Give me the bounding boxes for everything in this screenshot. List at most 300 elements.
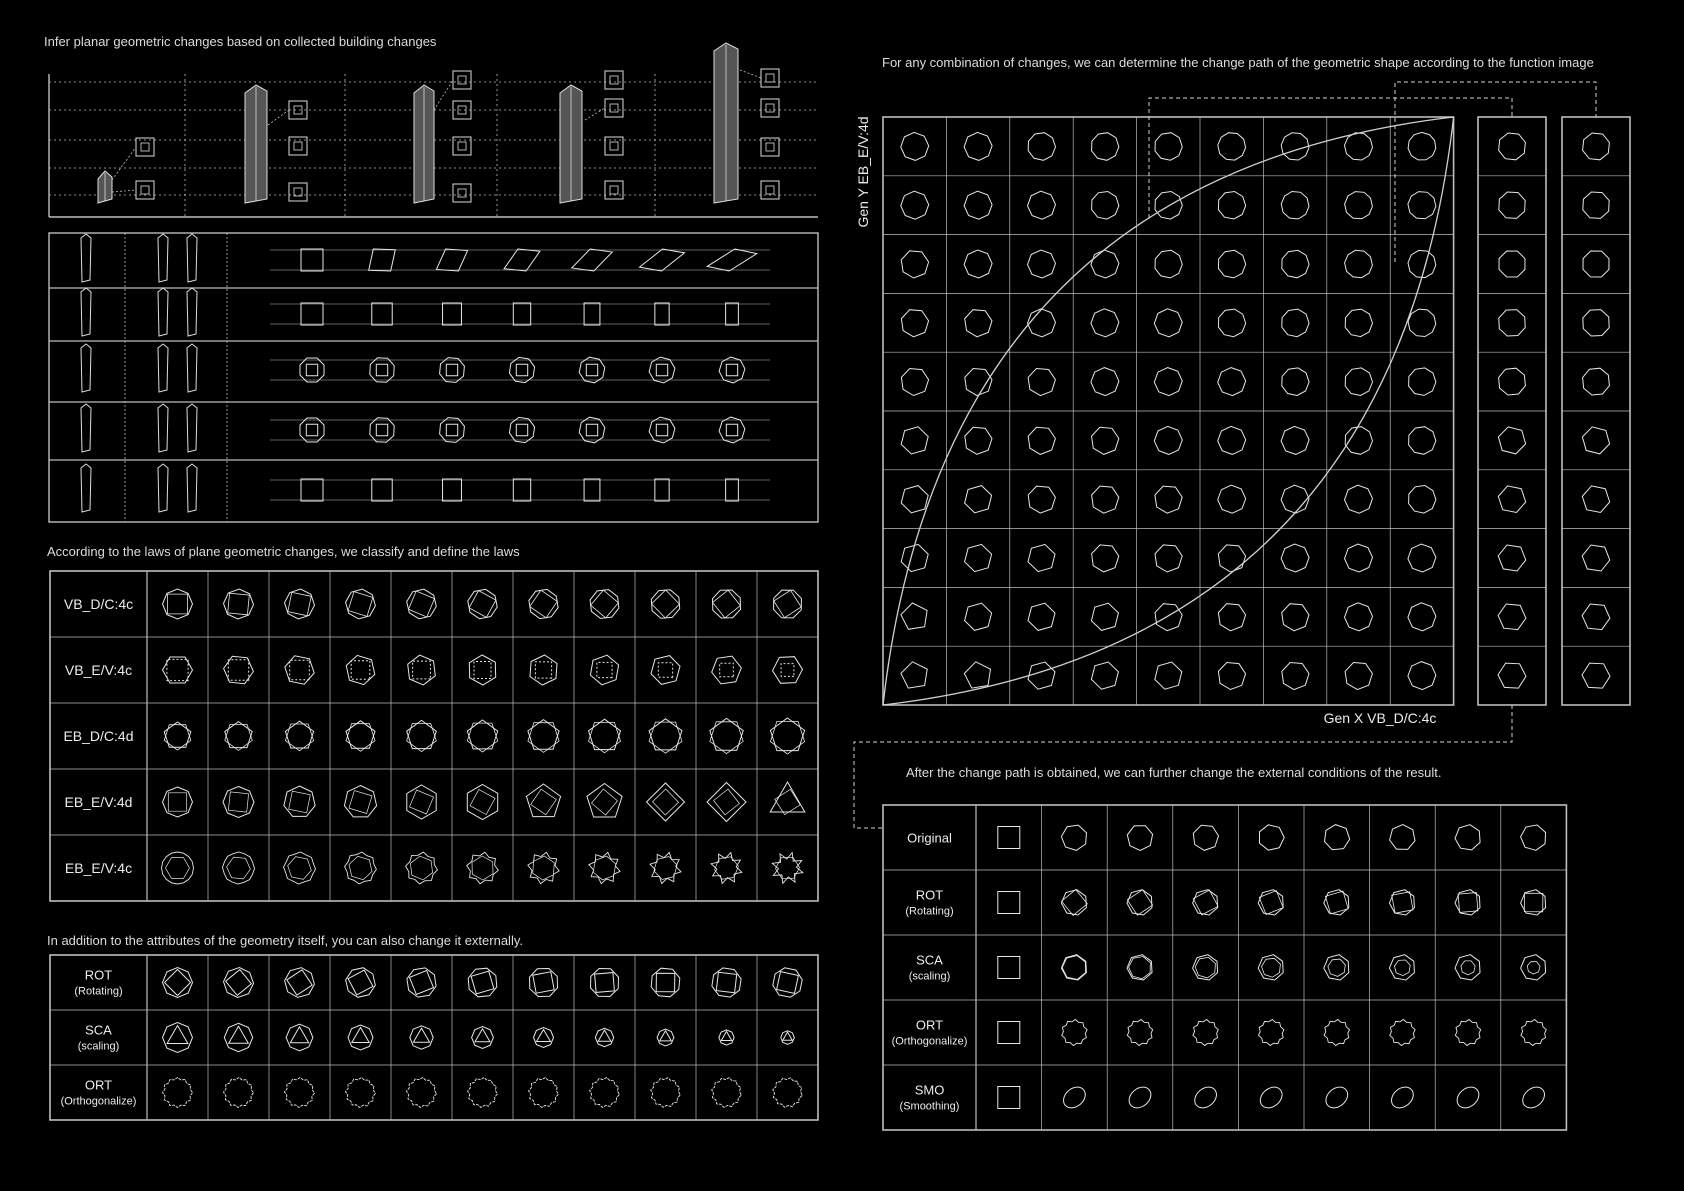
shape-glyph (1127, 826, 1152, 851)
tower-thumbnail (81, 288, 91, 336)
shape-glyph (998, 957, 1020, 979)
shape-glyph (649, 417, 675, 443)
shape-glyph (647, 783, 685, 821)
grid-shape (1218, 485, 1246, 513)
tower-thumbnail (81, 464, 91, 512)
grid-shape (901, 191, 929, 219)
shape-glyph (413, 661, 431, 679)
plan-glyph (761, 181, 779, 199)
grid-shape (1028, 486, 1055, 513)
shape-glyph (777, 972, 799, 994)
grid-shape (1155, 604, 1182, 631)
star-glyph (163, 1078, 193, 1108)
shape-glyph (707, 249, 757, 271)
shape-glyph (713, 590, 741, 618)
shape-glyph (504, 249, 540, 271)
grid-shape (965, 310, 992, 337)
shape-glyph (168, 594, 188, 614)
shape-glyph (710, 722, 743, 754)
shape-glyph (224, 589, 254, 619)
shape-glyph (775, 789, 800, 814)
shape-glyph (346, 724, 375, 752)
grid-shape (1345, 309, 1372, 337)
column-shape (1499, 133, 1526, 160)
column-shape (1499, 251, 1525, 277)
grid-shape (901, 427, 928, 454)
grid-shape (1218, 545, 1245, 572)
plan-glyph-inner (141, 186, 149, 194)
result-table (883, 805, 1566, 1130)
shape-glyph (290, 660, 310, 680)
x-axis-label: Gen X VB_D/C:4c (1323, 710, 1437, 726)
shape-glyph (1521, 825, 1546, 850)
plan-glyph (136, 138, 154, 156)
star-glyph (712, 1078, 742, 1108)
tower-thumbnail (158, 404, 168, 452)
shape-glyph (534, 1028, 554, 1048)
shape-glyph (998, 1087, 1020, 1109)
grid-shape (1091, 603, 1118, 630)
shape-glyph (285, 724, 313, 751)
column-shape (1499, 310, 1525, 336)
grid-shape (1218, 309, 1245, 337)
shape-glyph (370, 358, 394, 382)
grid-shape (1408, 132, 1436, 160)
star-glyph (773, 1078, 802, 1107)
shape-glyph (166, 858, 190, 879)
tower-thumbnail (158, 344, 168, 392)
shape-glyph (407, 723, 437, 751)
grid-shape (1218, 368, 1246, 396)
grid-shape (965, 427, 992, 454)
grid-shape (1345, 544, 1373, 572)
shape-glyph (226, 970, 252, 996)
tower-thumbnail (187, 404, 197, 452)
grid-shape (1092, 192, 1119, 220)
star-glyph (529, 1078, 559, 1108)
leader-line (112, 147, 136, 180)
shape-glyph (1059, 1083, 1089, 1112)
shape-glyph (163, 787, 193, 817)
column-shape (1583, 133, 1610, 160)
shape-glyph (535, 662, 551, 678)
shape-glyph (531, 789, 557, 815)
shape-glyph (1260, 825, 1285, 850)
shape-glyph (440, 418, 465, 443)
caption-classify: According to the laws of plane geometric changes, we classify and define the laws (47, 544, 520, 559)
grid-shape (1409, 427, 1436, 455)
shape-glyph (513, 303, 530, 325)
shape-glyph (164, 725, 191, 750)
plan-glyph (453, 184, 471, 202)
tower-thumbnail (187, 344, 197, 392)
grid-shape (1345, 368, 1372, 396)
plan-glyph-inner (458, 76, 466, 84)
plan-glyph-inner (458, 142, 466, 150)
grid-shape (1409, 486, 1436, 514)
shape-glyph (726, 364, 737, 375)
grid-shape (1218, 192, 1245, 220)
shape-glyph (1193, 955, 1218, 980)
plan-glyph-inner (610, 186, 618, 194)
plan-glyph (605, 99, 623, 117)
grid-shape (1155, 545, 1182, 572)
grid-shape (1028, 662, 1055, 689)
tower-thumbnail (81, 344, 91, 392)
shape-glyph (1322, 1083, 1352, 1112)
shape-glyph (655, 303, 669, 325)
grid-shape (1028, 544, 1055, 571)
shape-glyph (228, 792, 248, 812)
shape-glyph (774, 590, 802, 618)
building-change-panel (49, 43, 818, 522)
shape-glyph (1524, 893, 1543, 912)
row-label: VB_D/C:4c (63, 596, 134, 612)
caption-infer: Infer planar geometric changes based on collected building changes (44, 34, 437, 49)
grid-shape (1154, 368, 1182, 396)
column-shape (1498, 545, 1526, 571)
shape-glyph (590, 655, 618, 685)
shape-glyph (1061, 890, 1086, 915)
shape-glyph (290, 1027, 308, 1043)
shape-glyph (370, 418, 394, 442)
grid-shape (1028, 427, 1055, 454)
row-sublabel: (Smoothing) (899, 1100, 960, 1113)
shape-glyph (714, 789, 740, 815)
shape-glyph (284, 786, 315, 816)
star-glyph (1127, 1020, 1152, 1046)
star-glyph (651, 1078, 681, 1108)
shape-glyph (443, 479, 462, 501)
grid-shape (1091, 309, 1119, 337)
grid-shape (1345, 663, 1372, 690)
shape-glyph (660, 1031, 672, 1041)
shape-glyph (653, 789, 679, 815)
external-table (50, 955, 818, 1120)
row-label: Original (907, 830, 952, 846)
shape-glyph (584, 303, 600, 325)
star-glyph (407, 1078, 437, 1108)
row-label: VB_E/V:4c (64, 662, 133, 678)
shape-glyph (289, 791, 311, 813)
column-shape (1582, 545, 1610, 571)
column-shape (1498, 604, 1526, 630)
star-glyph (528, 852, 559, 883)
shape-glyph (306, 364, 317, 375)
shape-glyph (167, 659, 188, 680)
grid-shape (1282, 604, 1309, 631)
shape-glyph (513, 479, 530, 501)
shape-glyph (537, 1030, 551, 1042)
row-sublabel: (Rotating) (74, 985, 123, 998)
shape-glyph (516, 424, 527, 435)
grid-shape (1028, 191, 1056, 219)
shape-glyph (1127, 955, 1152, 980)
shape-glyph (351, 661, 370, 680)
leader-line (740, 70, 761, 78)
y-axis-label: Gen Y EB_E/V:4d (855, 116, 871, 228)
shape-glyph (998, 892, 1020, 914)
plan-glyph-inner (141, 143, 149, 151)
shape-glyph (783, 1032, 792, 1040)
shape-glyph (726, 479, 739, 501)
shape-glyph (468, 589, 497, 618)
shape-glyph (528, 723, 559, 753)
shape-glyph (163, 968, 193, 998)
grid-shape (1028, 603, 1055, 630)
row-label: ROT (84, 967, 113, 983)
grid-shape (1092, 427, 1119, 454)
shape-glyph (300, 358, 324, 382)
plan-glyph-inner (766, 143, 774, 151)
row-sublabel: (Orthogonalize) (891, 1035, 968, 1048)
grid-shape (1281, 485, 1309, 513)
plan-glyph-inner (766, 186, 774, 194)
grid-shape (1281, 426, 1309, 454)
shape-glyph (656, 424, 667, 435)
grid-shape (1091, 250, 1119, 278)
tower-thumbnail (158, 288, 168, 336)
shape-glyph (533, 856, 555, 880)
shape-glyph (1262, 958, 1281, 977)
grid-shape (1028, 133, 1055, 161)
row-label: SMO (914, 1082, 945, 1098)
star-glyph (1521, 1020, 1546, 1046)
shape-glyph (1455, 825, 1480, 850)
shape-glyph (726, 424, 737, 435)
grid-shape (901, 544, 928, 571)
shape-glyph (1527, 962, 1540, 974)
star-glyph (468, 1078, 498, 1108)
star-glyph (1324, 1020, 1349, 1046)
tower-thumbnail (158, 234, 168, 282)
star-glyph (162, 852, 194, 884)
shape-glyph (352, 1028, 369, 1043)
shape-glyph (1061, 955, 1086, 980)
shape-glyph (1453, 1083, 1483, 1112)
star-glyph (1193, 1020, 1218, 1046)
shape-glyph (586, 424, 597, 435)
shape-glyph (163, 589, 193, 619)
shape-glyph (707, 783, 746, 822)
plan-glyph (136, 181, 154, 199)
shape-glyph (372, 303, 392, 325)
shape-glyph (163, 1023, 193, 1053)
shape-glyph (1392, 892, 1413, 913)
shape-glyph (651, 968, 680, 997)
shape-glyph (167, 1026, 188, 1044)
shape-glyph (590, 590, 619, 619)
plan-glyph-inner (766, 104, 774, 112)
grid-shape (901, 251, 928, 278)
grid-shape (901, 662, 927, 688)
grid-shape (901, 603, 927, 629)
shape-glyph (369, 249, 396, 271)
plan-glyph (453, 71, 471, 89)
grid-shape (901, 132, 929, 160)
shape-glyph (1195, 957, 1215, 978)
row-sublabel: (Orthogonalize) (60, 1095, 137, 1108)
shape-glyph (1258, 890, 1283, 915)
row-label: EB_E/V:4c (64, 860, 133, 876)
shape-glyph (649, 357, 675, 383)
shape-glyph (579, 357, 605, 383)
column-shape (1582, 663, 1610, 688)
star-glyph (590, 1078, 620, 1108)
shape-glyph (376, 424, 387, 435)
grid-shape (965, 486, 992, 513)
plan-glyph-inner (610, 76, 618, 84)
shape-glyph (712, 656, 742, 684)
shape-glyph (472, 856, 493, 880)
shape-glyph (475, 1029, 490, 1042)
evolution-frame (49, 233, 818, 522)
column-shape (1583, 251, 1609, 277)
shape-glyph (593, 856, 616, 880)
grid-shape (964, 132, 992, 160)
shape-glyph (223, 787, 254, 818)
shape-glyph (656, 364, 667, 375)
shape-glyph (651, 656, 680, 685)
grid-shape (965, 603, 992, 630)
column-shape (1498, 486, 1525, 513)
shape-glyph (410, 856, 432, 880)
shape-glyph (472, 1027, 494, 1049)
shape-glyph (474, 662, 491, 679)
shape-glyph (591, 969, 619, 997)
shape-glyph (516, 364, 527, 375)
shape-glyph (229, 1026, 249, 1043)
tower-thumbnail (81, 404, 91, 452)
column-shape (1498, 427, 1525, 454)
tower-thumbnail (187, 464, 197, 512)
plan-glyph (761, 138, 779, 156)
grid-shape (901, 310, 928, 337)
shape-glyph (1394, 960, 1410, 976)
shape-glyph (410, 1026, 433, 1049)
table-frame (50, 955, 818, 1120)
grid-shape (1409, 368, 1436, 396)
shape-glyph (1461, 961, 1475, 975)
shape-glyph (306, 424, 317, 435)
grid-shape (1282, 368, 1309, 396)
shape-glyph (533, 972, 554, 993)
shape-glyph (1193, 890, 1218, 915)
shape-glyph (228, 660, 248, 680)
shape-glyph (1256, 1083, 1286, 1112)
shape-glyph (640, 249, 685, 271)
laws-table (50, 571, 818, 901)
shape-glyph (770, 782, 805, 812)
row-label: EB_E/V:4d (64, 794, 133, 810)
grid-shape (964, 250, 992, 278)
shape-glyph (301, 303, 323, 325)
grid-shape (1408, 662, 1436, 690)
grid-shape (1345, 603, 1373, 631)
tower-thumbnail (81, 234, 91, 282)
grid-shape (1218, 426, 1246, 454)
shape-glyph (372, 479, 392, 501)
grid-shape (964, 662, 990, 688)
grid-shape (1408, 603, 1436, 631)
grid-shape (1091, 368, 1119, 396)
row-label: ORT (84, 1077, 113, 1093)
grid-shape (1154, 426, 1182, 454)
row-sublabel: (scaling) (77, 1040, 120, 1053)
shape-glyph (346, 655, 375, 684)
star-glyph (1259, 1020, 1284, 1046)
shape-glyph (1458, 893, 1478, 913)
shape-glyph (586, 364, 597, 375)
column-shape (1583, 310, 1609, 336)
plan-glyph-inner (766, 74, 774, 82)
tower-thumbnail (158, 464, 168, 512)
shape-glyph (349, 791, 372, 814)
shape-glyph (446, 364, 457, 375)
shape-glyph (1519, 1083, 1549, 1112)
star-glyph (467, 852, 499, 884)
shape-glyph (592, 789, 618, 815)
tower-thumbnail (187, 234, 197, 282)
tower-thumbnail (187, 288, 197, 336)
shape-glyph (509, 357, 534, 382)
shape-glyph (651, 590, 679, 618)
plan-glyph-inner (294, 142, 302, 150)
connector-line (1149, 98, 1512, 218)
shape-glyph (288, 857, 312, 880)
grid-shape (1218, 250, 1245, 278)
shape-glyph (287, 970, 312, 995)
row-label: EB_D/C:4d (63, 728, 134, 744)
shape-glyph (721, 1031, 731, 1040)
grid-shape (1408, 309, 1436, 336)
row-label: SCA (85, 1022, 112, 1038)
grid-shape (1281, 192, 1309, 219)
grid-shape (1408, 250, 1436, 277)
column-shape (1499, 192, 1525, 218)
grid-shape (1282, 309, 1309, 337)
shape-glyph (413, 1028, 429, 1042)
shape-glyph (446, 424, 457, 435)
shape-glyph (436, 249, 467, 271)
shape-glyph (348, 592, 373, 617)
grid-shape (1155, 250, 1182, 278)
shape-glyph (224, 968, 254, 998)
grid-shape (1091, 662, 1118, 689)
shape-glyph (1389, 955, 1414, 980)
grid-shape (1345, 192, 1373, 219)
grid-shape (1281, 544, 1309, 572)
grid-shape (1282, 250, 1309, 277)
shape-glyph (286, 1024, 313, 1051)
shape-glyph (1521, 955, 1546, 980)
shape-glyph (1325, 825, 1350, 850)
grid-shape (1154, 309, 1182, 337)
star-glyph (1390, 1020, 1415, 1046)
shape-glyph (579, 417, 605, 443)
caption-combination: For any combination of changes, we can determine the change path of the geometric shape according to the function image (882, 55, 1594, 70)
shape-glyph (998, 1022, 1020, 1044)
star-glyph (346, 1078, 376, 1108)
shape-glyph (584, 479, 600, 501)
grid-shape (1218, 604, 1245, 631)
grid-shape (965, 544, 992, 571)
connector-line (1395, 82, 1596, 262)
shape-glyph (469, 655, 495, 685)
shape-glyph (1061, 825, 1086, 850)
shape-glyph (440, 358, 465, 383)
column-shape (1582, 486, 1609, 513)
